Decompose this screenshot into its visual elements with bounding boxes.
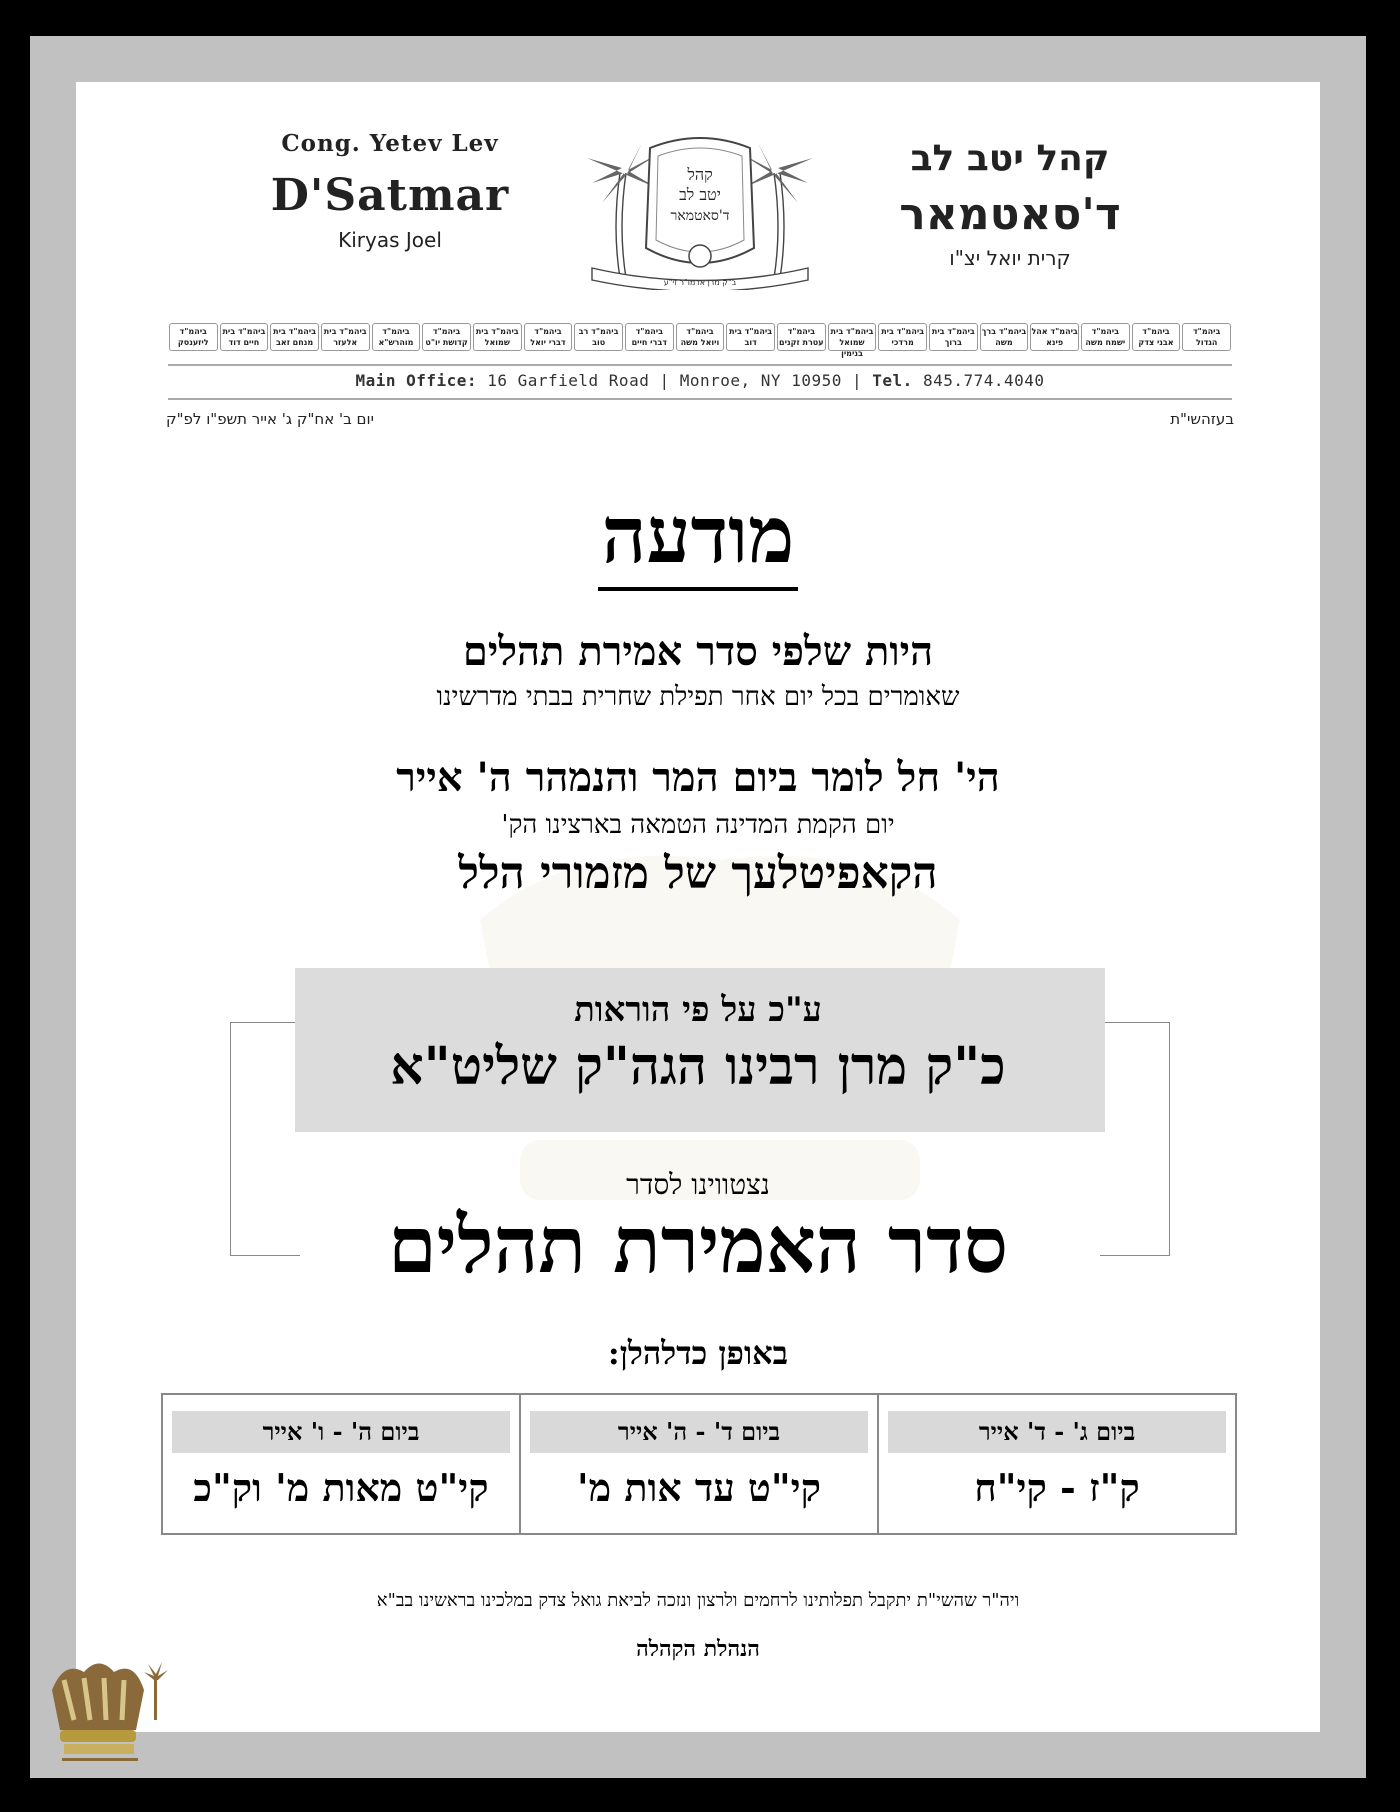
schedule-cell	[519, 1395, 877, 1533]
branch-item: ביהמ"ד בית שמואל	[473, 323, 522, 351]
notice-title: מודעה	[76, 490, 1320, 581]
branch-item: ביהמ"ד דברי חיים	[625, 323, 674, 351]
branch-item: ביהמ"ד עטרת זקנים	[777, 323, 826, 351]
schedule-day: ביום ה' - ו' אייר	[172, 1411, 510, 1453]
congregation-emblem	[572, 128, 828, 290]
schedule-range: קי"ט עד אות מ'	[577, 1465, 821, 1510]
branch-item: ביהמ"ד בית ברוך	[929, 323, 978, 351]
branch-item: ביהמ"ד בית חיים דוד	[220, 323, 269, 351]
branch-item: ביהמ"ד בית אלעזר	[321, 323, 370, 351]
branch-item: ביהמ"ד אבני צדק	[1132, 323, 1181, 351]
branch-item: ביהמ"ד דברי יואל	[524, 323, 573, 351]
branch-item: ביהמ"ד ישמח משה	[1081, 323, 1130, 351]
emblem-palm-frame-icon	[572, 128, 828, 290]
hebrew-arc-title: קהל יטב לב	[910, 138, 1110, 179]
divider	[168, 364, 1232, 366]
schedule-day: ביום ג' - ד' אייר	[888, 1411, 1226, 1453]
hebrew-location: קרית יואל יצ"ו	[949, 246, 1071, 270]
notice-line-2: שאומרים בכל יום אחר תפילת שחרית בבתי מדרשינו	[436, 682, 960, 712]
directive-line-2: כ"ק מרן רבינו הגה"ק שליט"א	[390, 1036, 1006, 1097]
svg-text:ד'סאטמאר: ד'סאטמאר	[670, 208, 730, 224]
branch-item: ביהמ"ד בית דוב	[726, 323, 775, 351]
branch-item: ביהמ"ד קדושת יו"ט	[422, 323, 471, 351]
schedule-range: קי"ט מאות מ' וק"כ	[193, 1465, 489, 1510]
branch-item: ביהמ"ד ברך משה	[980, 323, 1029, 351]
branch-item: ביהמ"ד רב טוב	[574, 323, 623, 351]
betzel-hakodesh-logo-icon	[44, 1650, 174, 1770]
notice-line-5: הקאפיטלעך של מזמורי הלל	[458, 848, 938, 899]
branch-item: ביהמ"ד אהל פינא	[1030, 323, 1079, 351]
branch-item: ביהמ"ד בית מנחם זאב	[270, 323, 319, 351]
signature: הנהלת הקהלה	[636, 1636, 760, 1662]
svg-text:ב"ק מרן אדמו"ר זי"ע: ב"ק מרן אדמו"ר זי"ע	[663, 278, 737, 287]
schedule-day: ביום ד' - ה' אייר	[530, 1411, 868, 1453]
svg-text:יטב לב: יטב לב	[679, 185, 721, 204]
tel-label: Tel.	[872, 371, 913, 390]
schedule-intro: באופן כדלהלן:	[607, 1334, 789, 1372]
branch-item: ביהמ"ד בית שמואל בנימין	[828, 323, 877, 351]
branch-item: ביהמ"ד מוהרש"א	[372, 323, 421, 351]
hebrew-name: ד'סאטמאר	[899, 189, 1121, 240]
schedule-cell	[163, 1395, 519, 1533]
directive-line-1: ע"כ על פי הוראות	[574, 990, 822, 1030]
schedule-table	[161, 1393, 1237, 1535]
svg-text:קהל: קהל	[687, 165, 713, 184]
branch-item: ביהמ"ד בית מרדכי	[878, 323, 927, 351]
branch-item: ביהמ"ד ויואל משה	[676, 323, 725, 351]
closing-blessing: ויה"ר שהשי"ת יתקבל תפלותינו לרחמים ולרצון ונזכה לביאת גואל צדק במלכינו בראשינו בב"א	[376, 1590, 1020, 1611]
hebrew-header	[890, 138, 1130, 270]
main-office-line	[168, 371, 1232, 390]
branch-list	[168, 323, 1232, 358]
branch-item: ביהמ"ד ליזענסק	[169, 323, 218, 351]
notice-line-1: היות שלפי סדר אמירת תהלים	[462, 628, 934, 675]
notice-line-3: הי' חל לומר ביום המר והנמהר ה' אייר	[396, 754, 1000, 801]
office-address: 16 Garfield Road | Monroe, NY 10950 |	[487, 371, 863, 390]
english-arc-title: Cong. Yetev Lev	[281, 130, 499, 157]
main-heading: סדר האמירת תהלים	[387, 1200, 1009, 1291]
ordered-line: נצטווינו לסדר	[626, 1168, 770, 1201]
divider	[168, 398, 1232, 400]
notice-line-4: יום הקמת המדינה הטמאה בארצינו הק'	[501, 810, 895, 840]
opening-invocation: בעזהשי"ת	[1170, 410, 1234, 428]
hebrew-date: יום ב' אח"ק ג' אייר תשפ"ו לפ"ק	[166, 410, 374, 428]
office-phone: 845.774.4040	[922, 371, 1045, 390]
schedule-range: ק"ז - קי"ח	[974, 1465, 1140, 1510]
english-header	[255, 130, 525, 252]
schedule-cell	[877, 1395, 1235, 1533]
office-label: Main Office:	[355, 371, 478, 390]
english-name: D'Satmar	[270, 170, 510, 221]
branch-item: ביהמ"ד הגדול	[1182, 323, 1231, 351]
english-location: Kiryas Joel	[338, 228, 442, 252]
